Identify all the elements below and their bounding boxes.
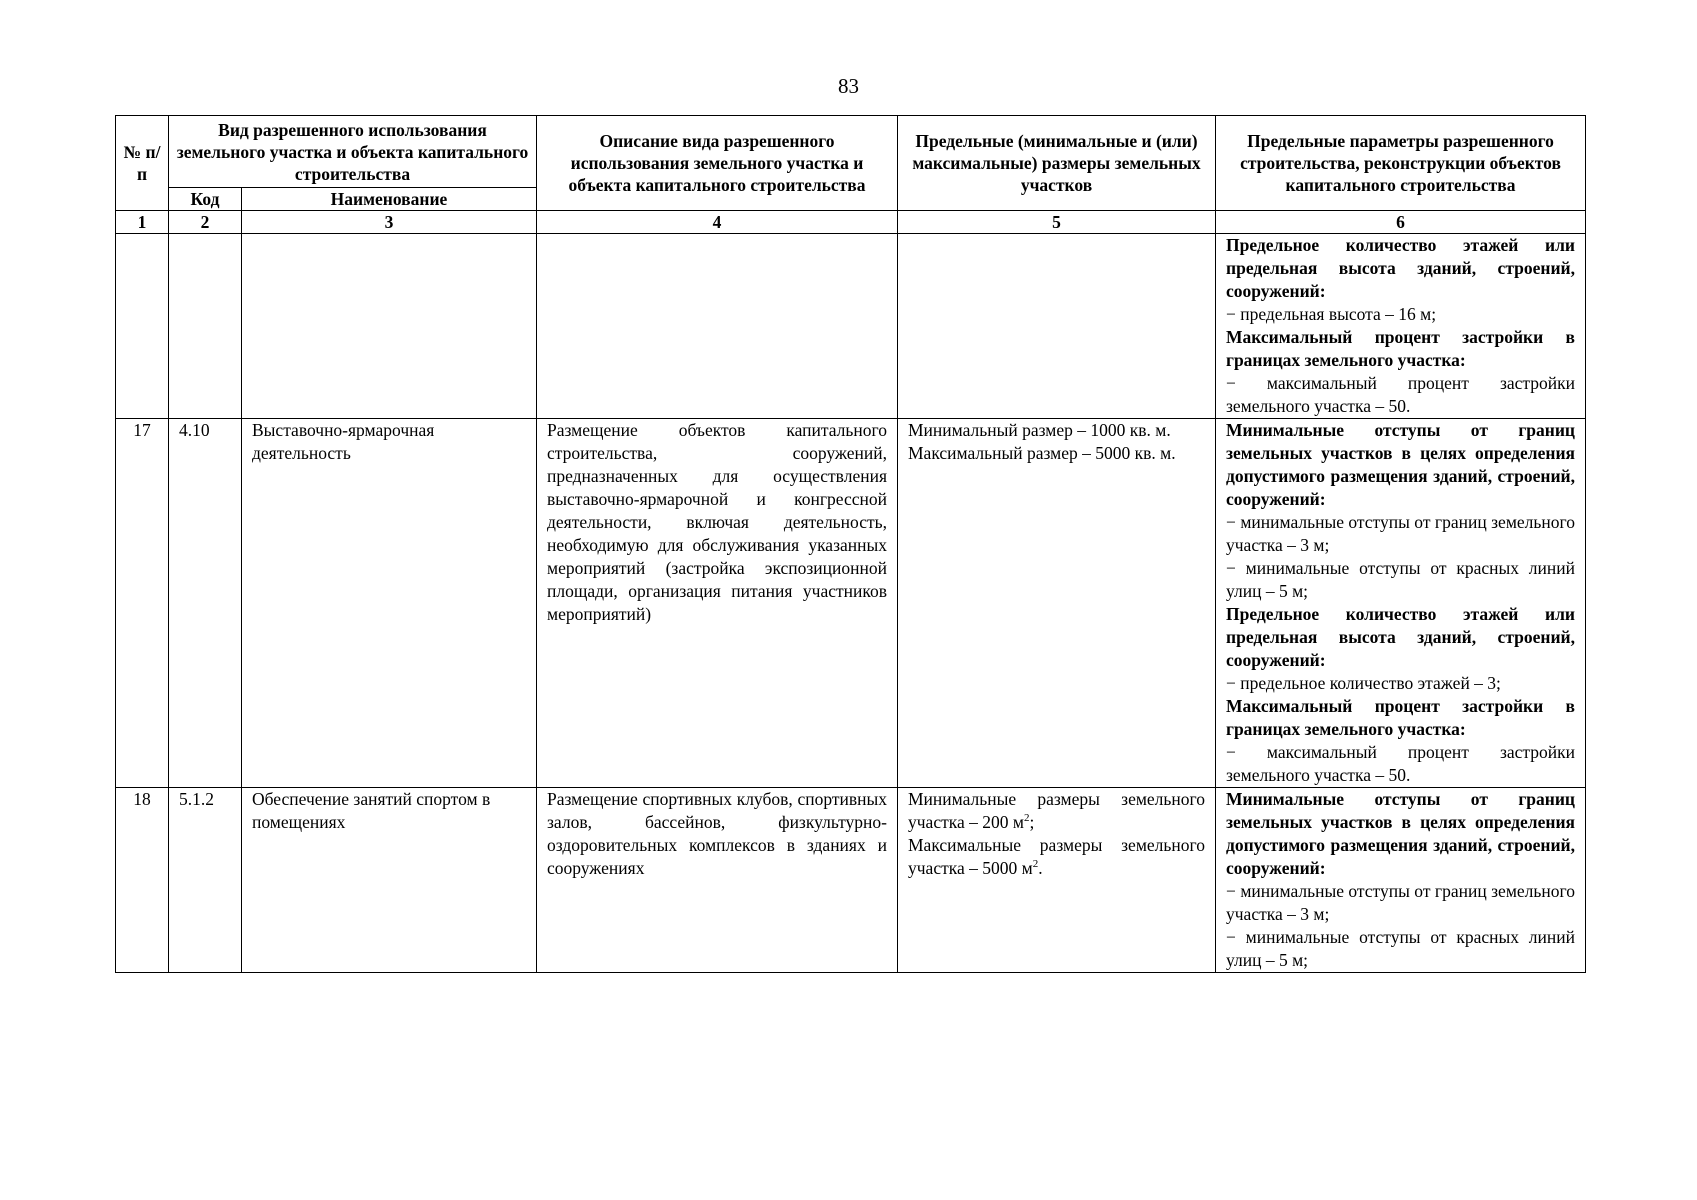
table-row (116, 788, 1586, 973)
param-line: − минимальные отступы от границ земельного участка – 3 м; (1226, 881, 1575, 924)
param-line: Минимальные отступы от границ земельных участков в целях определения допустимого размещения зданий, строений, сооружений: (1226, 420, 1575, 509)
cell-description: Размещение объектов капитального строительства, сооружений, предназначенных для осуществления выставочно-ярмарочной и конгрессной деятельности, включая деятельность, необходимую для обслуживания указанных мероприятий (застройка экспозиционной площади, организация питания участников мероприятий) (537, 419, 898, 788)
cell-description (537, 234, 898, 419)
size-min (908, 788, 1205, 834)
cell-no (116, 234, 169, 419)
header-colnum-2: 2 (169, 211, 242, 234)
param-line: − минимальные отступы от красных линий улиц – 5 м; (1226, 927, 1575, 970)
size-min: Минимальный размер – 1000 кв. м. (908, 420, 1171, 440)
size-max-sup: 2 (1032, 858, 1039, 871)
param-line: − минимальные отступы от границ земельного участка – 3 м; (1226, 512, 1575, 555)
header-code: Код (169, 188, 242, 211)
param-line: − максимальный процент застройки земельного участка – 50. (1226, 373, 1575, 416)
cell-sizes (898, 419, 1216, 788)
size-max: Максимальный размер – 5000 кв. м. (908, 443, 1176, 463)
param-line: − минимальные отступы от красных линий улиц – 5 м; (1226, 558, 1575, 601)
table-row-continuation (116, 234, 1586, 419)
header-kind-group: Вид разрешенного использования земельного участка и объекта капитального строительства (169, 116, 537, 188)
cell-name (242, 234, 537, 419)
size-max (908, 834, 1205, 880)
cell-code: 4.10 (169, 419, 242, 788)
param-line: Максимальный процент застройки в границах земельного участка: (1226, 696, 1575, 739)
header-name: Наименование (242, 188, 537, 211)
cell-no: 17 (116, 419, 169, 788)
table-row (116, 419, 1586, 788)
param-line: − предельное количество этажей – 3; (1226, 673, 1501, 693)
header-no: № п/п (116, 116, 169, 211)
header-colnum-4: 4 (537, 211, 898, 234)
cell-sizes (898, 788, 1216, 973)
size-max-text: Максимальные размеры земельного участка – 5000 м (908, 835, 1205, 878)
size-max-tail: . (1038, 858, 1043, 878)
param-line: Минимальные отступы от границ земельных участков в целях определения допустимого размещения зданий, строений, сооружений: (1226, 789, 1575, 878)
param-line: Максимальный процент застройки в границах земельного участка: (1226, 327, 1575, 370)
cell-name: Обеспечение занятий спортом в помещениях (242, 788, 537, 973)
size-min-text: Минимальные размеры земельного участка – 200 м (908, 789, 1205, 832)
header-colnum-1: 1 (116, 211, 169, 234)
cell-params (1216, 234, 1586, 419)
cell-description: Размещение спортивных клубов, спортивных залов, бассейнов, физкультурно-оздоровительных комплексов в зданиях и сооружениях (537, 788, 898, 973)
param-line: − предельная высота – 16 м; (1226, 304, 1437, 324)
header-colnum-5: 5 (898, 211, 1216, 234)
cell-code (169, 234, 242, 419)
header-sizes: Предельные (минимальные и (или) максимальные) размеры земельных участков (898, 116, 1216, 211)
param-line: Предельное количество этажей или предельная высота зданий, строений, сооружений: (1226, 235, 1575, 301)
header-description: Описание вида разрешенного использования земельного участка и объекта капитального строительства (537, 116, 898, 211)
header-colnum-3: 3 (242, 211, 537, 234)
cell-params (1216, 419, 1586, 788)
page-number: 83 (838, 74, 859, 98)
header-params: Предельные параметры разрешенного строительства, реконструкции объектов капитального строительства (1216, 116, 1586, 211)
header-colnum-6: 6 (1216, 211, 1586, 234)
size-min-tail: ; (1029, 812, 1035, 832)
cell-params (1216, 788, 1586, 973)
param-line: − максимальный процент застройки земельного участка – 50. (1226, 742, 1575, 785)
cell-sizes (898, 234, 1216, 419)
cell-no: 18 (116, 788, 169, 973)
size-min-sup: 2 (1023, 812, 1030, 825)
cell-name: Выставочно-ярмарочная деятельность (242, 419, 537, 788)
param-line: Предельное количество этажей или предельная высота зданий, строений, сооружений: (1226, 604, 1575, 670)
regulation-table (115, 115, 1586, 973)
cell-code: 5.1.2 (169, 788, 242, 973)
